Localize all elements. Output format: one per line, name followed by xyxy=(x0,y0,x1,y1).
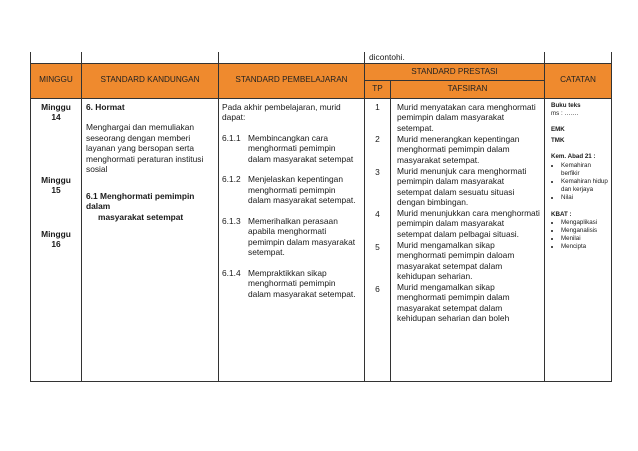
tafsiran-cell xyxy=(391,98,545,381)
lesson-plan-table xyxy=(30,52,612,382)
header-tafsiran: TAFSIRAN xyxy=(391,81,545,99)
tafsiran-text: Murid menunjuk cara menghormati pemimpin dalam masyarakat setempat dalam sesuatu situasi dengan bimbingan. xyxy=(397,165,527,207)
kbat-list xyxy=(551,219,608,252)
sp-item xyxy=(222,216,360,258)
sp-item-text: Mempraktikkan sikap menghormati pemimpin dalam masyarakat setempat. xyxy=(248,267,356,299)
sp-item-text: Membincangkan cara menghormati pemimpin dalam masyarakat setempat xyxy=(248,132,354,164)
sp-item xyxy=(222,268,360,300)
kem-abad-item: • Kemahiran hidup dan kerjaya xyxy=(561,178,608,194)
week-label: Minggu xyxy=(41,174,71,185)
tp-number: 1 xyxy=(375,101,380,112)
kbat-item: • Menganalisis xyxy=(561,227,608,235)
header-minggu: MINGGU xyxy=(31,63,82,98)
sp-item-text: Memerihalkan perasaan apabila menghormati pemimpin dalam masyarakat setempat. xyxy=(248,215,356,257)
kem-abad-title: Kem. Abad 21 : xyxy=(551,153,596,161)
week-number: 14 xyxy=(51,112,61,122)
header-standard-prestasi: STANDARD PRESTASI xyxy=(365,63,545,81)
header-tp: TP xyxy=(365,81,391,99)
sp-item xyxy=(222,174,360,206)
header-standard-kandungan: STANDARD KANDUNGAN xyxy=(82,63,219,98)
kbat-title: KBAT : xyxy=(551,210,572,218)
week-label: Minggu xyxy=(41,101,71,112)
sk-title: 6. Hormat xyxy=(86,101,125,112)
emk-label: EMK xyxy=(551,125,565,133)
kem-abad-item: • Nilai xyxy=(561,194,608,202)
sp-item xyxy=(222,133,360,165)
sk-description: Menghargai dan memuliakan seseorang dengan memberi layanan yang bersopan serta menghormati peraturan institusi sosial xyxy=(86,122,204,174)
kem-abad-list xyxy=(551,162,608,203)
sp-item-number: 6.1.1 xyxy=(222,132,241,143)
week-number: 15 xyxy=(51,185,61,195)
sp-item-number: 6.1.2 xyxy=(222,174,241,184)
header-standard-pembelajaran: STANDARD PEMBELAJARAN xyxy=(219,63,365,98)
standard-pembelajaran-cell xyxy=(219,98,365,381)
tp-cell xyxy=(365,98,391,381)
tafsiran-text: Murid mengamalkan sikap menghormati pemimpin daloam masyarakat setempat dalam kehidupan seharian. xyxy=(397,239,515,281)
tafsiran-text: Murid menyatakan cara menghormati pemimpin dalam masyarakat setempat. xyxy=(397,101,536,133)
tafsiran-text: Murid mengamalkan sikap menghormati pemimpin dalam masyarakat setempat dalam kehidupan seharian dan boleh xyxy=(397,281,510,323)
week-16 xyxy=(31,229,81,250)
tmk-label: TMK xyxy=(551,137,565,145)
sp-intro: Pada akhir pembelajaran, murid dapat: xyxy=(222,101,341,122)
header-row xyxy=(31,63,612,81)
sp-item-number: 6.1.3 xyxy=(222,215,241,226)
standard-kandungan-cell xyxy=(82,98,219,381)
tp-number: 6 xyxy=(375,284,380,294)
kbat-item: • Mengaplikasi xyxy=(561,219,608,227)
tafsiran-text: Murid menerangkan kepentingan menghormati pemimpin dalam masyarakat setempat. xyxy=(397,133,520,165)
tafsiran-text: Murid menunjukkan cara menghormati pemimpin dalam masyarakat setempat dalam pelbagai situasi. xyxy=(397,207,540,239)
tp-number: 5 xyxy=(375,241,380,252)
kbat-item: • Menilai xyxy=(561,235,608,243)
continuation-row xyxy=(31,52,612,63)
buku-teks-label: Buku teks xyxy=(551,101,581,109)
kem-abad-item: • Kemahiran berfikir xyxy=(561,162,608,178)
sk-subtitle-cont: masyarakat setempat xyxy=(98,211,184,222)
week-number: 16 xyxy=(51,239,61,249)
tp-number: 4 xyxy=(375,209,380,219)
tp-number: 3 xyxy=(375,166,380,177)
sp-item-number: 6.1.4 xyxy=(222,267,241,278)
content-row xyxy=(31,98,612,381)
catatan-cell xyxy=(545,98,612,381)
kbat-item: • Mencipta xyxy=(561,243,608,251)
week-14 xyxy=(31,102,81,123)
continuation-text: dicontohi. xyxy=(365,52,545,63)
minggu-cell xyxy=(31,98,82,381)
sk-subtitle: 6.1 Menghormati pemimpin dalam xyxy=(86,190,195,211)
sp-item-text: Menjelaskan kepentingan menghormati pemimpin dalam masyarakat setempat. xyxy=(248,174,356,205)
week-label: Minggu xyxy=(41,228,71,239)
ms-label: ms : ……. xyxy=(551,109,579,117)
week-15 xyxy=(31,175,81,196)
header-catatan: CATATAN xyxy=(545,63,612,98)
tp-number: 2 xyxy=(375,134,380,144)
